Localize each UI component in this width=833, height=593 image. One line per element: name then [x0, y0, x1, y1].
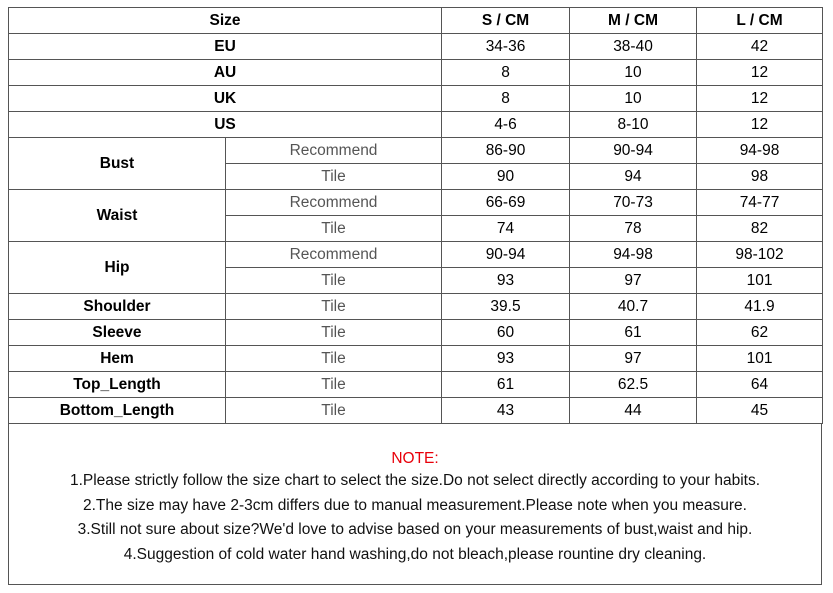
row-label: Hem — [9, 346, 226, 372]
measurement-row — [9, 294, 823, 320]
measurement-row — [9, 190, 823, 216]
value-m: 40.7 — [570, 294, 697, 320]
value-s: 66-69 — [442, 190, 570, 216]
value-l: 12 — [697, 112, 823, 138]
measure-type: Tile — [226, 320, 442, 346]
value-l: 98 — [697, 164, 823, 190]
conversion-row — [9, 112, 823, 138]
row-label: US — [9, 112, 442, 138]
note-line-1: 1.Please strictly follow the size chart to select the size.Do not select directly according to your habits. — [69, 472, 761, 489]
measurement-row — [9, 346, 823, 372]
value-m: 10 — [570, 86, 697, 112]
measure-type: Recommend — [226, 138, 442, 164]
col-header-s: S / CM — [442, 8, 570, 34]
value-l: 98-102 — [697, 242, 823, 268]
value-l: 12 — [697, 86, 823, 112]
note-line-3: 3.Still not sure about size?We'd love to advise based on your measurements of bust,waist and hip. — [77, 521, 753, 538]
measure-type: Recommend — [226, 190, 442, 216]
row-label: Top_Length — [9, 372, 226, 398]
size-header: Size — [9, 8, 442, 34]
value-s: 86-90 — [442, 138, 570, 164]
value-s: 90-94 — [442, 242, 570, 268]
value-l: 42 — [697, 34, 823, 60]
value-l: 74-77 — [697, 190, 823, 216]
value-l: 101 — [697, 346, 823, 372]
measure-type: Tile — [226, 372, 442, 398]
measurement-row — [9, 398, 823, 424]
value-m: 61 — [570, 320, 697, 346]
row-label: EU — [9, 34, 442, 60]
value-l: 94-98 — [697, 138, 823, 164]
note-line-4: 4.Suggestion of cold water hand washing,do not bleach,please rountine dry cleaning. — [123, 545, 707, 563]
col-header-m: M / CM — [570, 8, 697, 34]
value-m: 97 — [570, 268, 697, 294]
row-label: Shoulder — [9, 294, 226, 320]
value-m: 78 — [570, 216, 697, 242]
value-m: 94 — [570, 164, 697, 190]
value-s: 8 — [442, 60, 570, 86]
value-l: 62 — [697, 320, 823, 346]
conversion-row — [9, 86, 823, 112]
value-s: 93 — [442, 268, 570, 294]
value-s: 4-6 — [442, 112, 570, 138]
size-table — [8, 7, 823, 424]
value-m: 70-73 — [570, 190, 697, 216]
measurement-row — [9, 138, 823, 164]
row-label: UK — [9, 86, 442, 112]
value-l: 45 — [697, 398, 823, 424]
value-l: 64 — [697, 372, 823, 398]
measure-type: Tile — [226, 398, 442, 424]
measurement-row — [9, 372, 823, 398]
conversion-row — [9, 60, 823, 86]
measure-type: Recommend — [226, 242, 442, 268]
value-m: 97 — [570, 346, 697, 372]
measurement-row — [9, 242, 823, 268]
measure-type: Tile — [226, 216, 442, 242]
value-m: 94-98 — [570, 242, 697, 268]
measure-type: Tile — [226, 346, 442, 372]
measurement-row — [9, 320, 823, 346]
row-label: Bust — [9, 138, 226, 190]
note-title: NOTE: — [391, 450, 439, 467]
value-s: 74 — [442, 216, 570, 242]
value-s: 90 — [442, 164, 570, 190]
col-header-l: L / CM — [697, 8, 823, 34]
note-line-2: 2.The size may have 2-3cm differs due to manual measurement.Please note when you measure. — [83, 496, 747, 514]
value-m: 90-94 — [570, 138, 697, 164]
value-l: 82 — [697, 216, 823, 242]
value-m: 62.5 — [570, 372, 697, 398]
value-m: 38-40 — [570, 34, 697, 60]
value-s: 93 — [442, 346, 570, 372]
value-s: 8 — [442, 86, 570, 112]
row-label: Hip — [9, 242, 226, 294]
measure-type: Tile — [226, 268, 442, 294]
header-row — [9, 8, 823, 34]
conversion-row — [9, 34, 823, 60]
measure-type: Tile — [226, 294, 442, 320]
value-m: 44 — [570, 398, 697, 424]
value-l: 12 — [697, 60, 823, 86]
value-s: 39.5 — [442, 294, 570, 320]
value-l: 41.9 — [697, 294, 823, 320]
value-s: 61 — [442, 372, 570, 398]
row-label: Sleeve — [9, 320, 226, 346]
row-label: Bottom_Length — [9, 398, 226, 424]
size-chart — [8, 7, 822, 585]
value-m: 10 — [570, 60, 697, 86]
value-s: 60 — [442, 320, 570, 346]
value-l: 101 — [697, 268, 823, 294]
row-label: AU — [9, 60, 442, 86]
value-m: 8-10 — [570, 112, 697, 138]
notes-section — [8, 424, 822, 585]
row-label: Waist — [9, 190, 226, 242]
value-s: 34-36 — [442, 34, 570, 60]
measure-type: Tile — [226, 164, 442, 190]
value-s: 43 — [442, 398, 570, 424]
